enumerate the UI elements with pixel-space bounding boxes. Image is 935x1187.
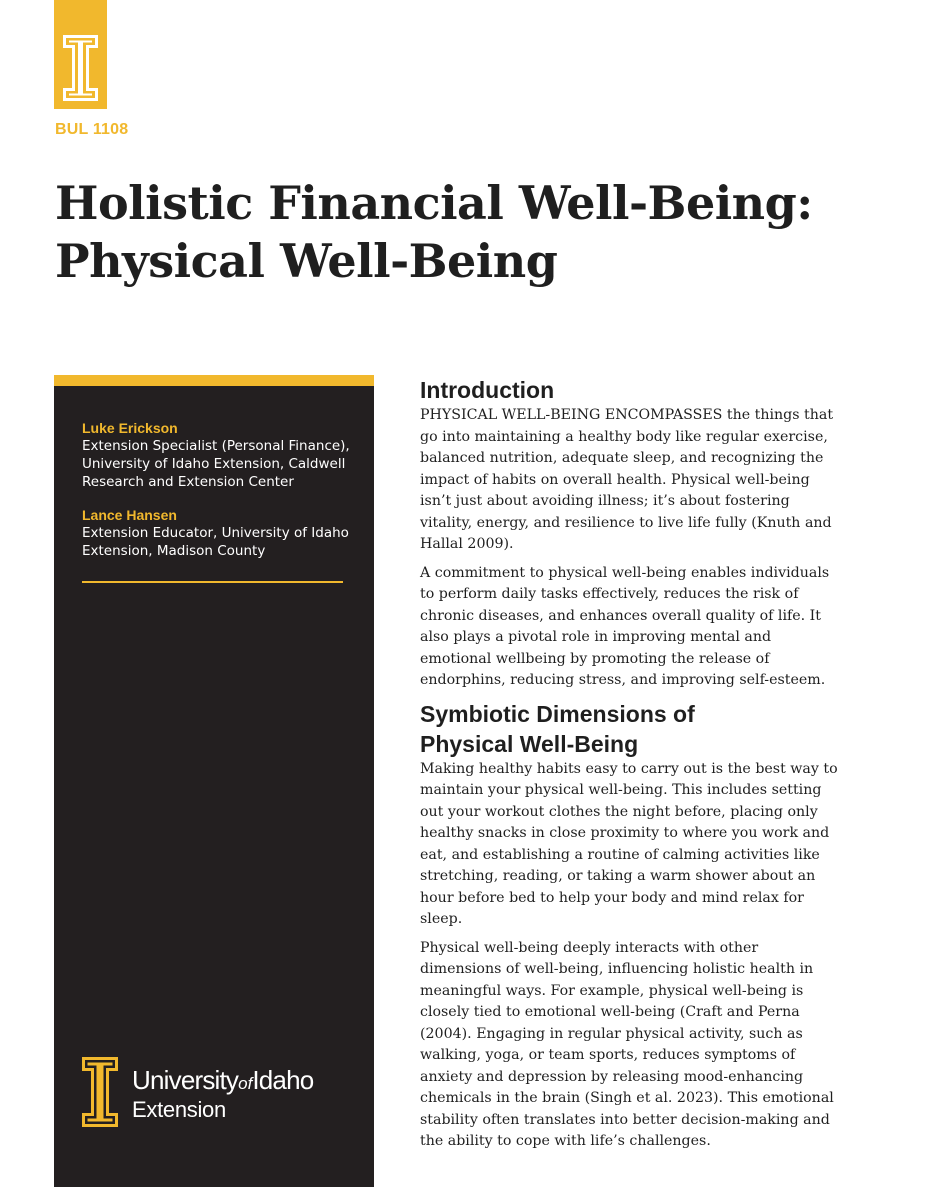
sidebar-accent-bar <box>54 375 374 386</box>
author-role: Extension Educator, University of Idaho Extension, Madison County <box>82 525 349 559</box>
author-block <box>82 506 362 560</box>
sidebar-divider <box>82 581 343 583</box>
section-heading-symbiotic-dimensions <box>420 699 838 759</box>
logo-wordmark <box>132 1066 313 1122</box>
title-line-1: Holistic Financial Well-Being: <box>55 176 813 230</box>
author-block <box>82 419 362 491</box>
bulletin-number: BUL 1108 <box>55 121 129 138</box>
author-sidebar <box>54 375 374 1187</box>
author-name: Luke Erickson <box>82 420 178 436</box>
title-line-2: Physical Well-Being <box>55 234 558 288</box>
university-logo <box>82 1057 352 1129</box>
logo-extension: Extension <box>132 1097 226 1122</box>
brand-tab <box>54 0 107 109</box>
paragraph: Physical well-being deeply interacts with other dimensions of well-being, influencing holistic health in meaningful ways. For example, physical well-being is closely tied to emotional well-being (Craft and Perna (2004). Engaging in regular physical activity, such as walking, yoga, or team sports, reduces symptoms of anxiety and depression by releasing mood-enhancing chemicals in the brain (Singh et al. 2023). This emotional stability often translates into better decision-making and the ability to cope with life’s challenges. <box>420 939 834 1149</box>
paragraph: PHYSICAL WELL-BEING ENCOMPASSES the things that go into maintaining a healthy body like regular exercise, balanced nutrition, adequate sleep, and recognizing the impact of habits on overall health. Physical well-being isn’t just about avoiding illness; it’s about fostering vitality, energy, and resilience to live life fully (Knuth and Hallal 2009). <box>420 407 834 552</box>
section-heading-introduction: Introduction <box>420 377 555 403</box>
logo-university: University <box>132 1065 239 1095</box>
page-title <box>55 174 895 290</box>
author-name: Lance Hansen <box>82 507 177 523</box>
paragraph: Making healthy habits easy to carry out is the best way to maintain your physical well-being. This includes setting out your workout clothes the night before, placing only healthy snacks in close proximity to where you work and eat, and establishing a routine of calming activities like stretching, reading, or taking a warm shower about an hour before bed to help your body and mind relax for sleep. <box>420 760 838 927</box>
heading-line-1: Symbiotic Dimensions of <box>420 700 695 727</box>
idaho-i-logo-icon <box>63 35 98 101</box>
paragraph: A commitment to physical well-being enables individuals to perform daily tasks effectively, reduces the risk of chronic diseases, and enhances overall quality of life. It also plays a pivotal role in improving mental and emotional wellbeing by promoting the release of endorphins, reducing stress, and improving self-esteem. <box>420 564 830 688</box>
logo-idaho: Idaho <box>252 1065 314 1095</box>
logo-of: of <box>238 1074 253 1093</box>
main-content <box>420 375 838 1160</box>
author-role: Extension Specialist (Personal Finance), University of Idaho Extension, Caldwell Research and Extension Center <box>82 438 350 490</box>
heading-line-2: Physical Well-Being <box>420 730 639 757</box>
idaho-i-logo-icon <box>82 1057 118 1127</box>
